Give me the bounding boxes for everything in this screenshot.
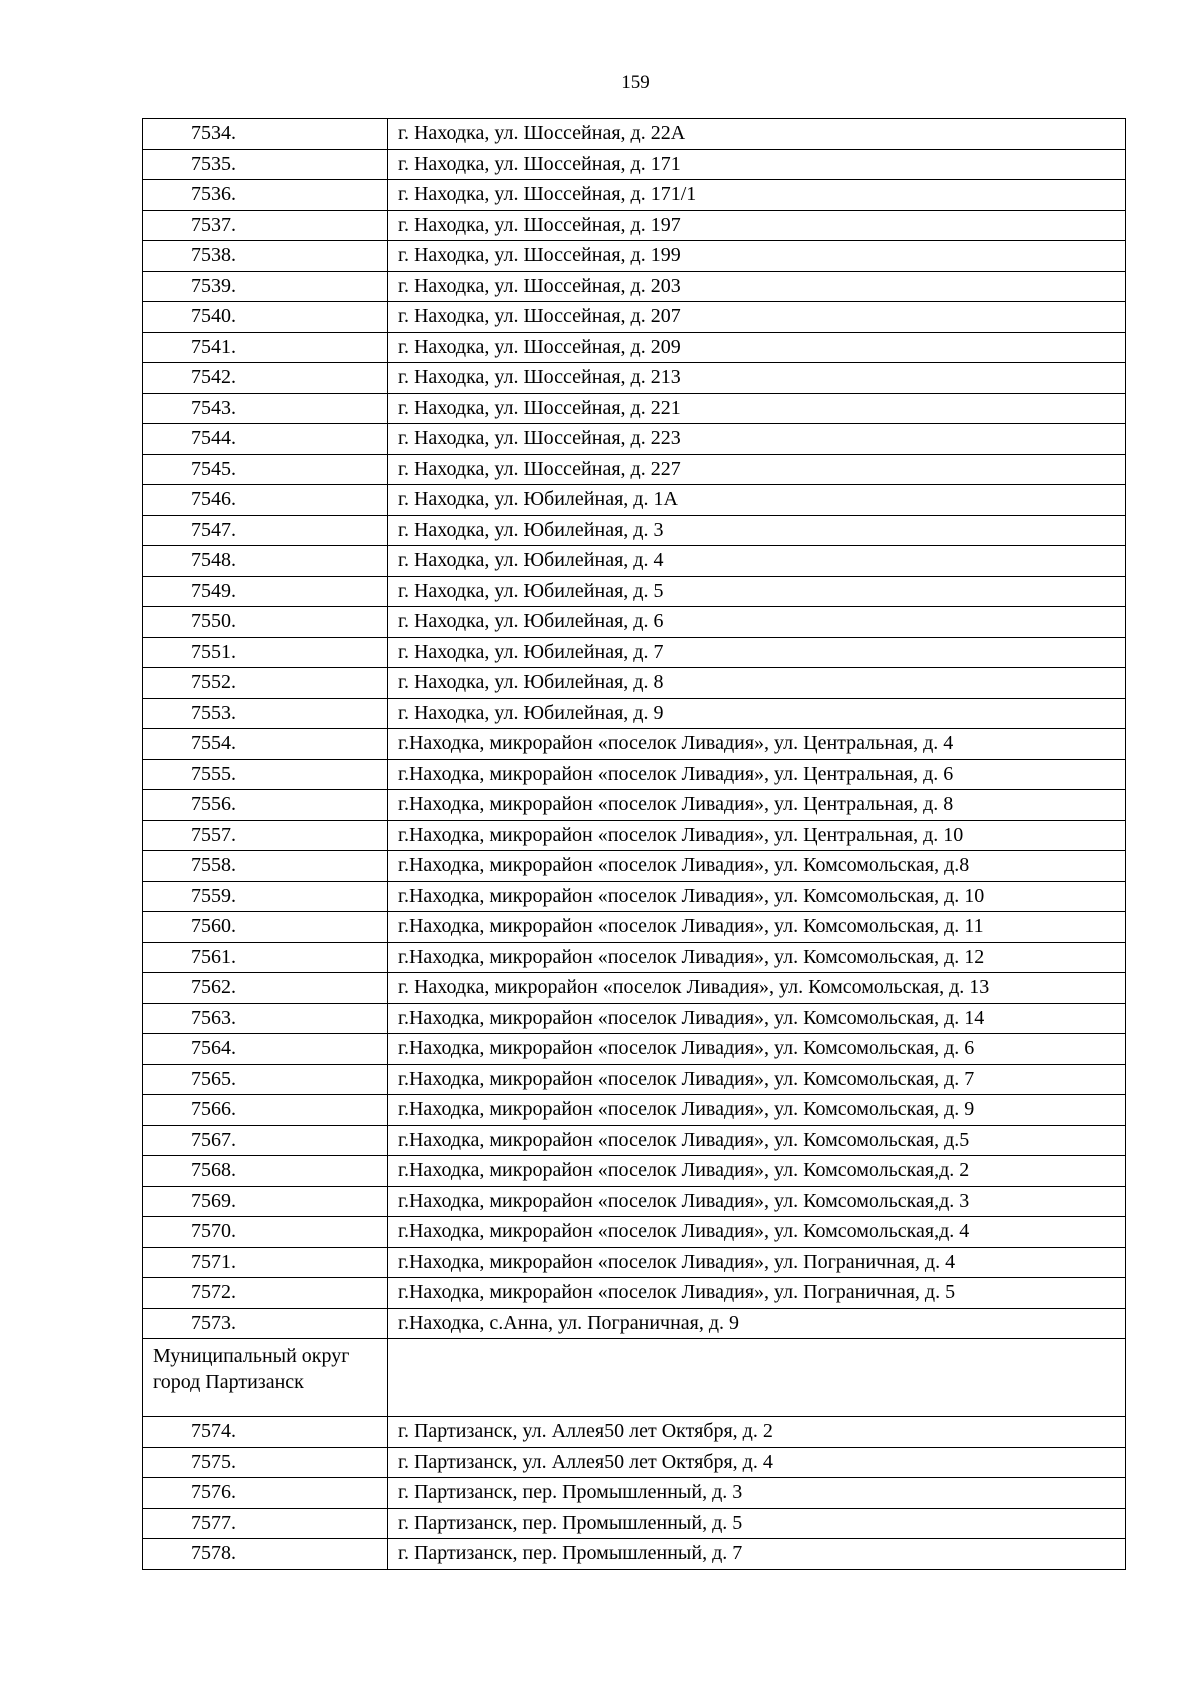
row-address: г. Партизанск, ул. Аллея50 лет Октября, д. 2 (388, 1417, 1126, 1448)
table-row (143, 1508, 1126, 1539)
row-number: 7577. (143, 1508, 388, 1539)
row-address: г. Находка, ул. Шоссейная, д. 221 (388, 393, 1126, 424)
row-address: г. Находка, ул. Юбилейная, д. 9 (388, 698, 1126, 729)
row-number: 7534. (143, 119, 388, 150)
table-row (143, 729, 1126, 760)
table-row (143, 607, 1126, 638)
table-row (143, 424, 1126, 455)
table-row (143, 1417, 1126, 1448)
table-row (143, 393, 1126, 424)
table-row (143, 1064, 1126, 1095)
row-number: 7544. (143, 424, 388, 455)
row-number: 7559. (143, 881, 388, 912)
table-row (143, 1539, 1126, 1570)
table-row (143, 302, 1126, 333)
table-row (143, 820, 1126, 851)
table-row (143, 881, 1126, 912)
row-address: г. Партизанск, пер. Промышленный, д. 7 (388, 1539, 1126, 1570)
row-address: г.Находка, микрорайон «поселок Ливадия», ул. Комсомольская,д. 3 (388, 1186, 1126, 1217)
table-row (143, 1095, 1126, 1126)
section-block (143, 1339, 1126, 1417)
row-number: 7573. (143, 1308, 388, 1339)
row-number: 7539. (143, 271, 388, 302)
row-number: 7547. (143, 515, 388, 546)
table-row (143, 942, 1126, 973)
row-address: г. Находка, ул. Юбилейная, д. 5 (388, 576, 1126, 607)
table-row (143, 210, 1126, 241)
table-row (143, 1034, 1126, 1065)
address-table (142, 118, 1126, 1570)
table-row (143, 1247, 1126, 1278)
table-row (143, 698, 1126, 729)
row-address: г.Находка, микрорайон «поселок Ливадия», ул. Пограничная, д. 4 (388, 1247, 1126, 1278)
row-address: г. Находка, ул. Юбилейная, д. 8 (388, 668, 1126, 699)
row-address: г.Находка, микрорайон «поселок Ливадия», ул. Комсомольская, д. 12 (388, 942, 1126, 973)
row-number: 7561. (143, 942, 388, 973)
table-row (143, 546, 1126, 577)
row-number: 7542. (143, 363, 388, 394)
row-number: 7553. (143, 698, 388, 729)
table-row (143, 1217, 1126, 1248)
row-number: 7540. (143, 302, 388, 333)
row-address: г.Находка, микрорайон «поселок Ливадия», ул. Центральная, д. 8 (388, 790, 1126, 821)
table-row (143, 912, 1126, 943)
row-number: 7567. (143, 1125, 388, 1156)
row-number: 7536. (143, 180, 388, 211)
table-row (143, 1447, 1126, 1478)
row-address: г.Находка, микрорайон «поселок Ливадия», ул. Комсомольская,д. 4 (388, 1217, 1126, 1248)
row-address: г. Находка, ул. Юбилейная, д. 6 (388, 607, 1126, 638)
table-row (143, 1125, 1126, 1156)
row-address: г.Находка, микрорайон «поселок Ливадия», ул. Комсомольская, д.5 (388, 1125, 1126, 1156)
row-address: г. Находка, ул. Шоссейная, д. 209 (388, 332, 1126, 363)
table-row (143, 851, 1126, 882)
row-address: г. Находка, микрорайон «поселок Ливадия», ул. Комсомольская, д. 13 (388, 973, 1126, 1004)
row-address: г. Находка, ул. Шоссейная, д. 223 (388, 424, 1126, 455)
row-number: 7560. (143, 912, 388, 943)
row-number: 7564. (143, 1034, 388, 1065)
table-row (143, 454, 1126, 485)
row-address: г. Находка, ул. Юбилейная, д. 1А (388, 485, 1126, 516)
row-address: г.Находка, микрорайон «поселок Ливадия», ул. Комсомольская, д. 10 (388, 881, 1126, 912)
row-number: 7535. (143, 149, 388, 180)
table-row (143, 790, 1126, 821)
row-number: 7574. (143, 1417, 388, 1448)
row-number: 7572. (143, 1278, 388, 1309)
row-number: 7548. (143, 546, 388, 577)
row-address: г. Находка, ул. Шоссейная, д. 199 (388, 241, 1126, 272)
row-number: 7562. (143, 973, 388, 1004)
row-address: г. Находка, ул. Юбилейная, д. 7 (388, 637, 1126, 668)
table-row (143, 1278, 1126, 1309)
table-row (143, 149, 1126, 180)
row-address: г.Находка, микрорайон «поселок Ливадия», ул. Комсомольская, д. 11 (388, 912, 1126, 943)
row-address: г. Находка, ул. Шоссейная, д. 171 (388, 149, 1126, 180)
row-number: 7556. (143, 790, 388, 821)
row-number: 7545. (143, 454, 388, 485)
table-row (143, 485, 1126, 516)
table-row (143, 241, 1126, 272)
row-address: г. Партизанск, пер. Промышленный, д. 3 (388, 1478, 1126, 1509)
table-row (143, 637, 1126, 668)
row-address: г.Находка, микрорайон «поселок Ливадия», ул. Комсомольская, д.8 (388, 851, 1126, 882)
section-row (143, 1339, 1126, 1417)
table-row (143, 1186, 1126, 1217)
row-number: 7566. (143, 1095, 388, 1126)
row-number: 7551. (143, 637, 388, 668)
row-address: г. Находка, ул. Юбилейная, д. 3 (388, 515, 1126, 546)
table-row (143, 271, 1126, 302)
row-address: г. Находка, ул. Шоссейная, д. 203 (388, 271, 1126, 302)
row-address: г. Партизанск, ул. Аллея50 лет Октября, д. 4 (388, 1447, 1126, 1478)
row-address: г. Находка, ул. Шоссейная, д. 171/1 (388, 180, 1126, 211)
row-number: 7576. (143, 1478, 388, 1509)
row-number: 7537. (143, 210, 388, 241)
row-address: г.Находка, с.Анна, ул. Пограничная, д. 9 (388, 1308, 1126, 1339)
row-address: г. Находка, ул. Шоссейная, д. 207 (388, 302, 1126, 333)
section-heading: Муниципальный округ город Партизанск (143, 1339, 388, 1417)
row-number: 7565. (143, 1064, 388, 1095)
row-number: 7557. (143, 820, 388, 851)
table-row (143, 1003, 1126, 1034)
row-address: г.Находка, микрорайон «поселок Ливадия», ул. Комсомольская, д. 14 (388, 1003, 1126, 1034)
row-address: г. Партизанск, пер. Промышленный, д. 5 (388, 1508, 1126, 1539)
table-row (143, 576, 1126, 607)
row-number: 7563. (143, 1003, 388, 1034)
row-address: г.Находка, микрорайон «поселок Ливадия», ул. Пограничная, д. 5 (388, 1278, 1126, 1309)
table-row (143, 1308, 1126, 1339)
row-address: г. Находка, ул. Шоссейная, д. 227 (388, 454, 1126, 485)
table-row (143, 332, 1126, 363)
row-address: г.Находка, микрорайон «поселок Ливадия», ул. Комсомольская, д. 7 (388, 1064, 1126, 1095)
row-number: 7568. (143, 1156, 388, 1187)
row-number: 7555. (143, 759, 388, 790)
row-number: 7578. (143, 1539, 388, 1570)
table-row (143, 1478, 1126, 1509)
table-row (143, 1156, 1126, 1187)
row-address: г.Находка, микрорайон «поселок Ливадия», ул. Комсомольская, д. 9 (388, 1095, 1126, 1126)
address-table-body (143, 119, 1126, 1339)
row-number: 7571. (143, 1247, 388, 1278)
row-number: 7552. (143, 668, 388, 699)
table-row (143, 973, 1126, 1004)
row-address: г. Находка, ул. Шоссейная, д. 213 (388, 363, 1126, 394)
row-address: г.Находка, микрорайон «поселок Ливадия», ул. Центральная, д. 6 (388, 759, 1126, 790)
row-number: 7546. (143, 485, 388, 516)
row-address: г. Находка, ул. Шоссейная, д. 22А (388, 119, 1126, 150)
table-row (143, 180, 1126, 211)
row-address: г. Находка, ул. Юбилейная, д. 4 (388, 546, 1126, 577)
row-number: 7554. (143, 729, 388, 760)
row-address: г.Находка, микрорайон «поселок Ливадия», ул. Комсомольская, д. 6 (388, 1034, 1126, 1065)
row-number: 7569. (143, 1186, 388, 1217)
row-address: г.Находка, микрорайон «поселок Ливадия», ул. Комсомольская,д. 2 (388, 1156, 1126, 1187)
table-row (143, 759, 1126, 790)
row-address: г.Находка, микрорайон «поселок Ливадия», ул. Центральная, д. 10 (388, 820, 1126, 851)
row-number: 7543. (143, 393, 388, 424)
section-empty-cell (388, 1339, 1126, 1417)
table-row (143, 668, 1126, 699)
row-number: 7549. (143, 576, 388, 607)
row-number: 7550. (143, 607, 388, 638)
page-number: 159 (621, 72, 650, 93)
row-number: 7558. (143, 851, 388, 882)
row-number: 7570. (143, 1217, 388, 1248)
table-row (143, 363, 1126, 394)
row-address: г.Находка, микрорайон «поселок Ливадия», ул. Центральная, д. 4 (388, 729, 1126, 760)
row-number: 7575. (143, 1447, 388, 1478)
table-row (143, 119, 1126, 150)
address-table-body-partizansk (143, 1417, 1126, 1570)
row-number: 7541. (143, 332, 388, 363)
table-row (143, 515, 1126, 546)
row-number: 7538. (143, 241, 388, 272)
row-address: г. Находка, ул. Шоссейная, д. 197 (388, 210, 1126, 241)
